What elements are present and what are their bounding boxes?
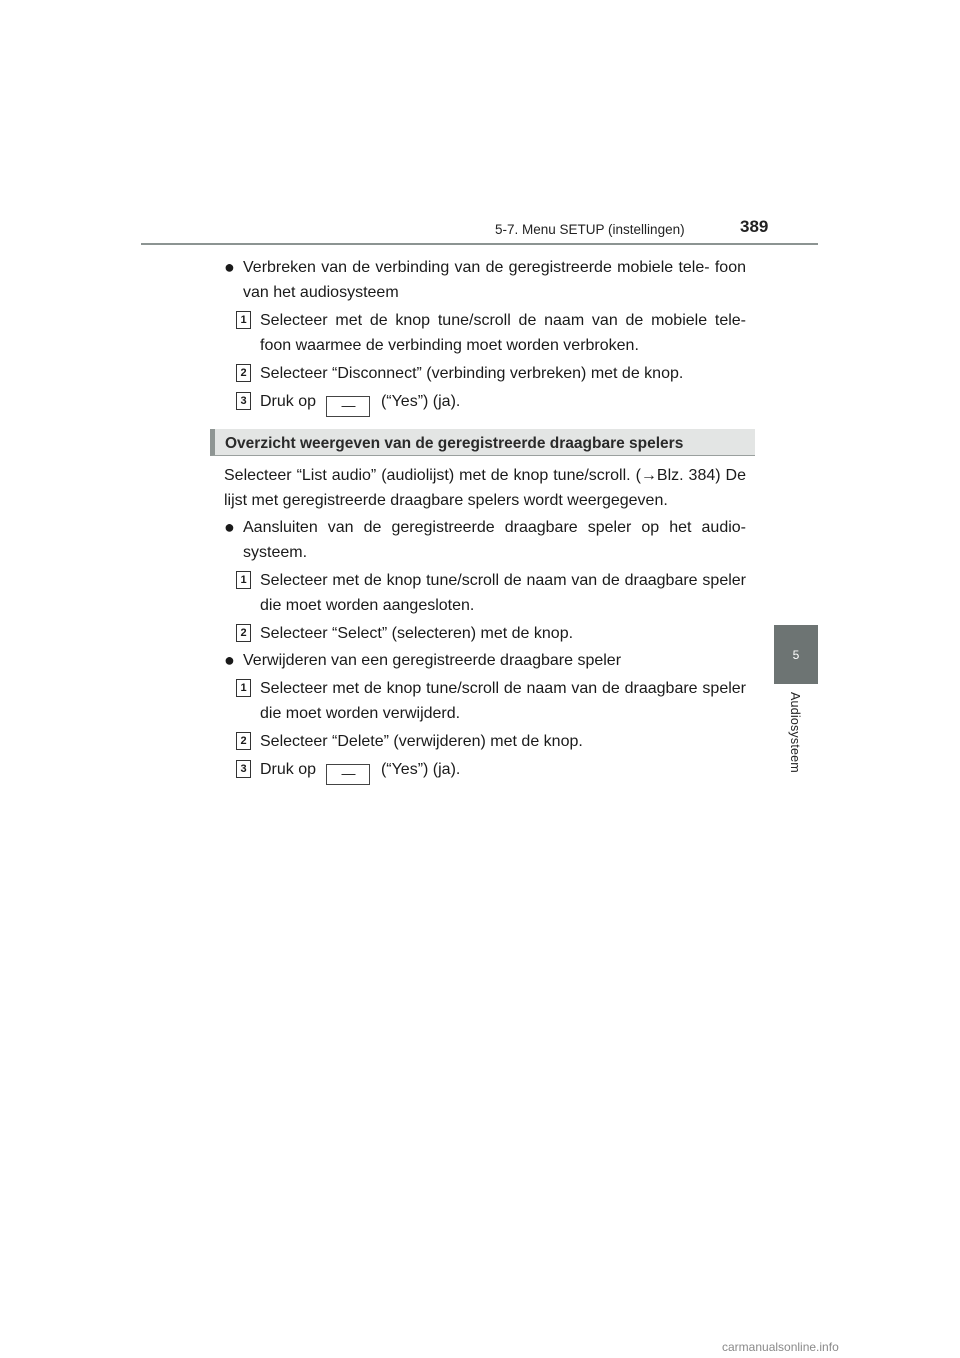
step-text: Selecteer met de knop tune/scroll de naam van de draagbare speler die moet worden aangesloten. bbox=[260, 572, 746, 614]
step bbox=[224, 361, 746, 386]
bullet-delete-player bbox=[224, 648, 746, 673]
step-text: Selecteer “Delete” (verwijderen) met de knop. bbox=[260, 733, 583, 750]
step-number-badge: 1 bbox=[236, 679, 251, 697]
step-text-post: (“Yes”) (ja). bbox=[380, 393, 461, 410]
bullet-text: Verbreken van de verbinding van de geregistreerde mobiele tele- foon van het audiosysteem bbox=[243, 259, 746, 301]
step bbox=[224, 568, 746, 618]
section-heading-text: Overzicht weergeven van de geregistreerde draagbare spelers bbox=[225, 435, 684, 452]
button-symbol-icon: — bbox=[326, 396, 370, 417]
step-number-badge: 1 bbox=[236, 571, 251, 589]
step bbox=[224, 389, 746, 417]
page-number: 389 bbox=[740, 217, 769, 236]
bullet-connect-player bbox=[224, 515, 746, 565]
step-number-badge: 3 bbox=[236, 392, 251, 410]
step-text: Selecteer met de knop tune/scroll de naam van de draagbare speler die moet worden verwijderd. bbox=[260, 680, 746, 722]
header-divider bbox=[141, 243, 818, 245]
bullet-disconnect-phone bbox=[224, 255, 746, 305]
section-heading bbox=[210, 429, 755, 456]
button-symbol-icon: — bbox=[326, 764, 370, 785]
step bbox=[224, 621, 746, 646]
bullet-text: Verwijderen van een geregistreerde draagbare speler bbox=[243, 652, 622, 669]
step bbox=[224, 676, 746, 726]
step-number-badge: 2 bbox=[236, 364, 251, 382]
step-number-badge: 3 bbox=[236, 760, 251, 778]
bullet-dot-icon: ● bbox=[224, 257, 235, 277]
footer-watermark: carmanualsonline.info bbox=[722, 1340, 839, 1354]
bullet-dot-icon: ● bbox=[224, 517, 235, 537]
bullet-text: Aansluiten van de geregistreerde draagbare speler op het audio- systeem. bbox=[243, 519, 746, 561]
step-text-pre: Druk op bbox=[260, 393, 317, 410]
step bbox=[224, 757, 746, 785]
step bbox=[224, 729, 746, 754]
step-number-badge: 2 bbox=[236, 624, 251, 642]
bullet-dot-icon: ● bbox=[224, 650, 235, 670]
step bbox=[224, 308, 746, 358]
step-text: Selecteer “Disconnect” (verbinding verbreken) met de knop. bbox=[260, 365, 684, 382]
header-section-title: 5-7. Menu SETUP (instellingen) bbox=[495, 222, 685, 237]
step-text: Selecteer met de knop tune/scroll de naam van de mobiele tele- foon waarmee de verbinding moet worden verbroken. bbox=[260, 312, 746, 354]
chapter-tab-number: 5 bbox=[774, 625, 818, 684]
step-number-badge: 2 bbox=[236, 732, 251, 750]
section-intro: Selecteer “List audio” (audiolijst) met de knop tune/scroll. (→Blz. 384) De lijst met geregistreerde draagbare spelers wordt weergegeven. bbox=[224, 467, 746, 509]
chapter-tab-label: Audiosysteem bbox=[788, 692, 802, 773]
step-text-pre: Druk op bbox=[260, 761, 317, 778]
step-text: Selecteer “Select” (selecteren) met de knop. bbox=[260, 625, 574, 642]
step-text-post: (“Yes”) (ja). bbox=[380, 761, 461, 778]
page-content bbox=[224, 253, 746, 785]
step-number-badge: 1 bbox=[236, 311, 251, 329]
